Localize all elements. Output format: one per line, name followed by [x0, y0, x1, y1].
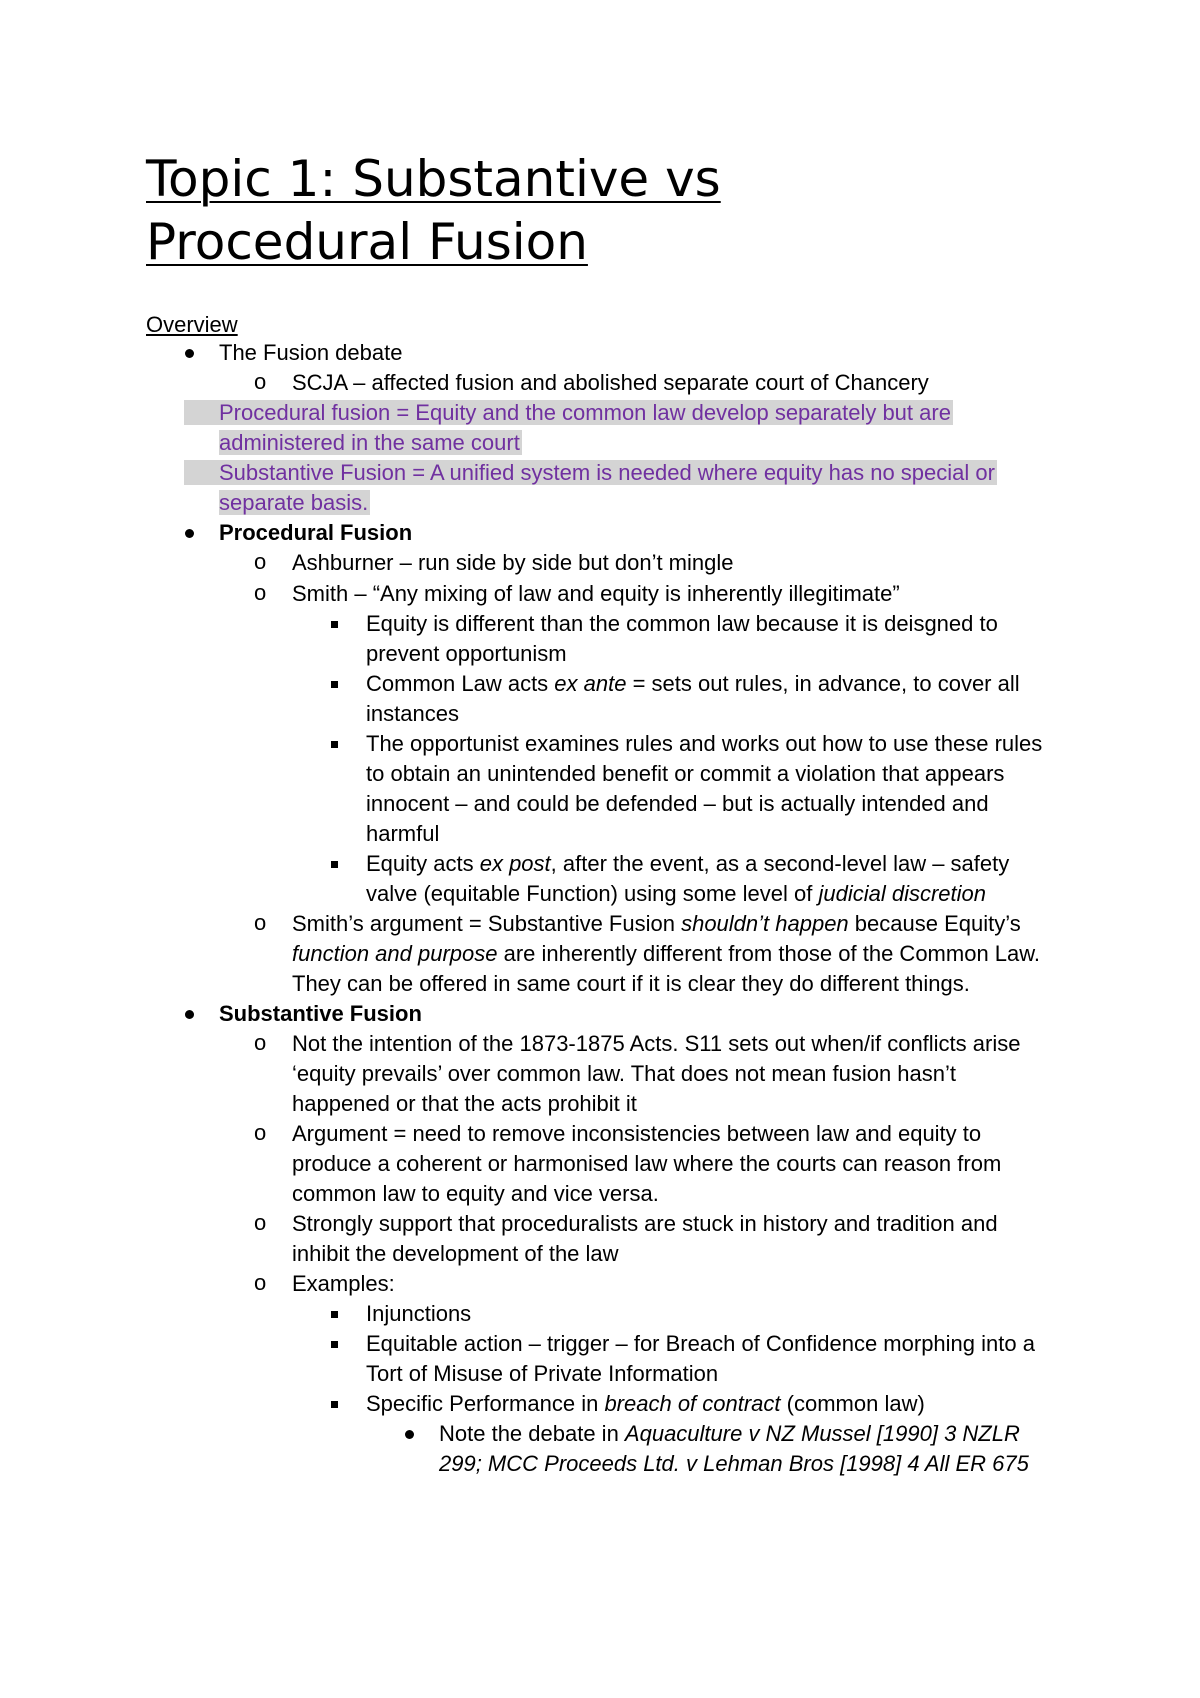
text-run: = sets out rules, in advance, to cover all [626, 671, 1020, 696]
text-run-italic: ex post [479, 851, 551, 876]
substantive-point-2-line-3: common law to equity and vice versa. [292, 1181, 659, 1206]
text-run: Specific Performance in [366, 1391, 605, 1416]
bullet-circle: o [254, 910, 267, 935]
substantive-point-2-line-1: Argument = need to remove inconsistencies between law and equity to [292, 1121, 982, 1146]
bullet-dot [185, 529, 194, 538]
bullet-circle: o [254, 549, 267, 574]
smith-argument-line-1 [292, 909, 1021, 939]
smith-point-3-line-1: The opportunist examines rules and works out how to use these rules [366, 731, 1043, 756]
bullet-circle: o [254, 369, 267, 394]
substantive-point-1-line-3: happened or that the acts prohibit it [292, 1091, 637, 1116]
smith-argument-line-3: They can be offered in same court if it is clear they do different things. [292, 971, 970, 996]
procedural-def-line-1: Procedural fusion = Equity and the common law develop separately but are [184, 400, 953, 425]
example-2-line-1: Equitable action – trigger – for Breach of Confidence morphing into a [366, 1331, 1035, 1356]
note-line-1 [439, 1419, 1020, 1449]
text-run: (common law) [780, 1391, 925, 1416]
highlight-row [219, 488, 370, 518]
highlight-row [219, 428, 522, 458]
bullet-square [331, 1311, 338, 1318]
page-title [146, 148, 1106, 274]
title-line-2: Procedural Fusion [146, 213, 588, 271]
bullet-square [331, 621, 338, 628]
text-run-italic: function and purpose [292, 941, 498, 966]
text-run: Note the debate in [439, 1421, 625, 1446]
bullet-square [331, 1341, 338, 1348]
substantive-point-3-line-1: Strongly support that proceduralists are stuck in history and tradition and [292, 1211, 998, 1236]
list-item-scja: SCJA – affected fusion and abolished separate court of Chancery [292, 370, 929, 395]
substantive-def-line-1: Substantive Fusion = A unified system is needed where equity has no special or [184, 460, 997, 485]
substantive-point-4: Examples: [292, 1271, 395, 1296]
substantive-fusion-heading: Substantive Fusion [219, 1001, 422, 1026]
substantive-point-3-line-2: inhibit the development of the law [292, 1241, 619, 1266]
smith-point-1-line-2: prevent opportunism [366, 641, 567, 666]
bullet-dot [185, 1010, 194, 1019]
bullet-circle: o [254, 1270, 267, 1295]
smith-point-4-line-1 [366, 849, 1009, 879]
text-run: Equity acts [366, 851, 480, 876]
text-run: Common Law acts [366, 671, 555, 696]
example-2-line-2: Tort of Misuse of Private Information [366, 1361, 719, 1386]
substantive-def-line-2: separate basis. [219, 490, 369, 515]
bullet-circle: o [254, 1030, 267, 1055]
substantive-point-1-line-2: ‘equity prevails’ over common law. That does not mean fusion hasn’t [292, 1061, 957, 1086]
bullet-square [331, 861, 338, 868]
text-run: Smith’s argument = Substantive Fusion [292, 911, 682, 936]
bullet-circle: o [254, 1120, 267, 1145]
list-item-fusion-debate: The Fusion debate [219, 340, 403, 365]
smith-point-1-line-1: Equity is different than the common law because it is deisgned to [366, 611, 998, 636]
text-run-italic: judicial discretion [818, 881, 986, 906]
substantive-point-2-line-2: produce a coherent or harmonised law where the courts can reason from [292, 1151, 1002, 1176]
text-run-italic: Aquaculture v NZ Mussel [1990] 3 NZLR [624, 1421, 1020, 1446]
bullet-dot [185, 349, 194, 358]
example-1: Injunctions [366, 1301, 472, 1326]
text-run-italic: breach of contract [604, 1391, 781, 1416]
list-item-ashburner: Ashburner – run side by side but don’t mingle [292, 550, 734, 575]
title-line-1: Topic 1: Substantive vs [146, 150, 721, 208]
procedural-def-line-2: administered in the same court [219, 430, 520, 455]
smith-point-3-line-2: to obtain an unintended benefit or commit a violation that appears [366, 761, 1005, 786]
highlight-row [184, 398, 953, 428]
list-item-smith: Smith – “Any mixing of law and equity is inherently illegitimate” [292, 581, 900, 606]
example-3 [366, 1389, 925, 1419]
text-run: valve (equitable Function) using some level of [366, 881, 819, 906]
smith-point-2-line-1 [366, 669, 1020, 699]
smith-point-3-line-3: innocent – and could be defended – but is actually intended and [366, 791, 989, 816]
text-run-italic: shouldn’t happen [681, 911, 849, 936]
text-run: because Equity’s [848, 911, 1021, 936]
note-line-2: 299; MCC Proceeds Ltd. v Lehman Bros [1998] 4 All ER 675 [439, 1451, 1029, 1476]
text-run: , after the event, as a second-level law – safety [550, 851, 1010, 876]
smith-point-2-line-2: instances [366, 701, 459, 726]
bullet-circle: o [254, 1210, 267, 1235]
bullet-square [331, 681, 338, 688]
overview-heading: Overview [146, 312, 238, 337]
text-run-italic: ex ante [554, 671, 627, 696]
bullet-square [331, 741, 338, 748]
smith-argument-line-2 [292, 939, 1040, 969]
highlight-row [184, 458, 997, 488]
smith-point-4-line-2 [366, 879, 986, 909]
procedural-fusion-heading: Procedural Fusion [219, 520, 413, 545]
smith-point-3-line-4: harmful [366, 821, 440, 846]
bullet-square [331, 1401, 338, 1408]
bullet-circle: o [254, 580, 267, 605]
text-run: are inherently different from those of the Common Law. [497, 941, 1041, 966]
substantive-point-1-line-1: Not the intention of the 1873-1875 Acts. S11 sets out when/if conflicts arise [292, 1031, 1021, 1056]
bullet-dot [405, 1430, 414, 1439]
